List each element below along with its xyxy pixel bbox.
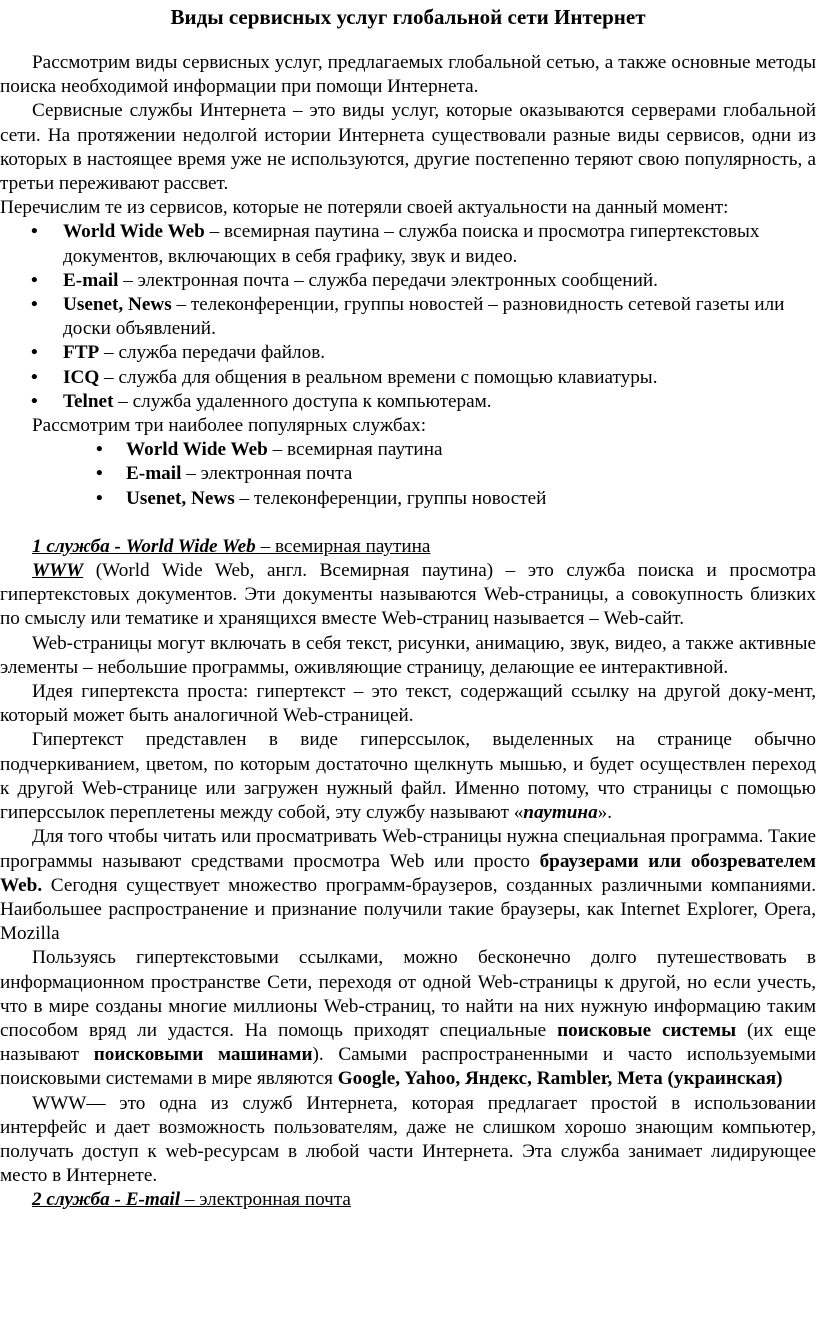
search-machines-term: поисковыми машинами <box>93 1044 313 1066</box>
section-1-heading <box>0 535 816 559</box>
service-desc: – всемирная паутина <box>267 439 443 461</box>
paragraph-text: Гипертекст представлен в виде гиперссылок, выделенных на странице обычно подчеркиванием, цветом, по которым достаточно щелкнуть мышью, и будет осуществлен переход к другой Web-странице или загружен нужный файл. Именно потому, что страницы с помощью гиперссылок переплетены между собой, эту службу называют « <box>0 729 816 824</box>
section-2-heading-rest: – электронная почта <box>180 1189 351 1211</box>
service-desc: – электронная почта – служба передачи электронных сообщений. <box>118 269 658 291</box>
paragraph-text: (их еще называют <box>0 1019 816 1066</box>
list-item <box>0 438 816 462</box>
list-item <box>0 390 816 414</box>
section-2-heading <box>0 1188 816 1212</box>
section-1-paragraph-7: WWW— это одна из служб Интернета, которая предлагает простой в использовании интерфейс и дает возможность пользователям, даже не слишком хорошо знающим компьютер, получать доступ к web-ресурсам в любой части Интернета. Эта служба занимает лидирующее место в Интернете. <box>0 1092 816 1187</box>
service-desc: – служба для общения в реальном времени с помощью клавиатуры. <box>99 366 658 388</box>
list-item <box>0 487 816 511</box>
section-1-paragraph-6 <box>0 946 816 1091</box>
paragraph-text: Пользуясь гипертекстовыми ссылками, можно бесконечно долго путешествовать в информационном пространстве Сети, переходя от одной Web-страницы к другой, но если учесть, что в мире созданы многие миллионы Web-страниц, то найти на них нужную информацию таким способом вряд ли удастся. На помощь приходят специальные <box>0 947 816 1041</box>
section-1-paragraph-1 <box>0 559 816 632</box>
section-1-heading-rest: – всемирная паутина <box>255 535 431 557</box>
paragraph-text: Для того чтобы читать или просматривать Web-страницы нужна специальная программа. Такие программы называют средствами просмотра Web или просто <box>0 826 816 872</box>
intro-paragraph-1: Рассмотрим виды сервисных услуг, предлагаемых глобальной сетью, а также основные методы поиска необходимой информации при помощи Интернета. <box>0 52 816 98</box>
list-item <box>0 341 816 365</box>
list-item <box>0 293 816 341</box>
search-systems-term: поисковые системы <box>557 1019 737 1041</box>
popular-intro: Рассмотрим три наиболее популярных службах: <box>32 415 427 437</box>
service-desc: – телеконференции, группы новостей – разновидность сетевой газеты или доски объявлений. <box>63 294 785 340</box>
paragraph-text: ». <box>597 802 613 824</box>
list-item <box>0 366 816 390</box>
pautina-term: паутина <box>523 802 598 824</box>
section-1-paragraph-2: Web-страницы могут включать в себя текст, рисунки, анимацию, звук, видео, а также активные элементы – небольшие программы, оживляющие страницу, делающие ее интерактивной. <box>0 632 816 678</box>
list-item <box>0 462 816 486</box>
section-1-paragraph-4 <box>0 728 816 825</box>
section-1-paragraph-3: Идея гипертекста проста: гипертекст – это текст, содержащий ссылку на другой доку-мент, который может быть аналогичной Web-страницей. <box>0 681 816 727</box>
service-desc: – телеконференции, группы новостей <box>234 487 547 509</box>
section-2-heading-bold: 2 служба - E-mail <box>32 1189 181 1211</box>
list-item <box>0 220 816 268</box>
service-desc: – электронная почта <box>181 463 353 485</box>
paragraph-text: Сегодня существует множество программ-браузеров, созданных различными компаниями. Наибольшее распространение и признание получили такие браузеры, как Internet Explorer, Opera, Mozilla <box>0 874 816 945</box>
service-name: E-mail <box>63 269 119 291</box>
intro-paragraph-3: Перечислим те из сервисов, которые не потеряли своей актуальности на данный момент: <box>0 197 729 219</box>
service-name: FTP <box>63 342 100 364</box>
service-desc: – служба передачи файлов. <box>99 342 326 364</box>
service-name: World Wide Web <box>126 439 268 461</box>
service-desc: – всемирная паутина – служба поиска и просмотра гипертекстовых документов, включающих в себя графику, звук и видео. <box>63 221 760 267</box>
services-list <box>0 220 816 414</box>
section-1-heading-bold: 1 служба - World Wide Web <box>32 535 256 557</box>
page-title: Виды сервисных услуг глобальной сети Интернет <box>170 5 646 29</box>
paragraph-text: (World Wide Web, англ. Всемирная паутина) – это служба поиска и просмотра гипертекстовых документов. Эти документы называются Web-страницы, а совокупность близких по смыслу или тематике и хранящихся вместе Web-страниц называется – Web-сайт. <box>0 560 816 630</box>
service-name: E-mail <box>126 463 182 485</box>
browsers-term: браузерами или обозревателем Web. <box>0 850 816 896</box>
popular-list <box>0 438 816 511</box>
search-engines-list: Google, Yahoo, Яндекс, Rambler, Мета (украинская) <box>337 1068 783 1090</box>
www-term: WWW <box>32 560 84 582</box>
service-name: World Wide Web <box>63 221 205 243</box>
list-item <box>0 269 816 293</box>
service-name: Usenet, News <box>126 487 235 509</box>
service-name: Usenet, News <box>63 294 172 316</box>
paragraph-text: ). Самыми распространенными и часто используемыми поисковыми системами в мире являются <box>0 1044 816 1090</box>
service-name: Telnet <box>63 390 114 412</box>
intro-paragraph-2: Сервисные службы Интернета – это виды услуг, которые оказываются серверами глобальной сети. На протяжении недолгой истории Интернета существовали разные виды сервисов, одни из которых в настоящее время уже не используются, другие постепенно теряют свою популярность, а третьи переживают рассвет. <box>0 100 816 195</box>
section-1-paragraph-5 <box>0 825 816 946</box>
service-desc: – служба удаленного доступа к компьютерам. <box>113 390 492 412</box>
service-name: ICQ <box>63 366 100 388</box>
